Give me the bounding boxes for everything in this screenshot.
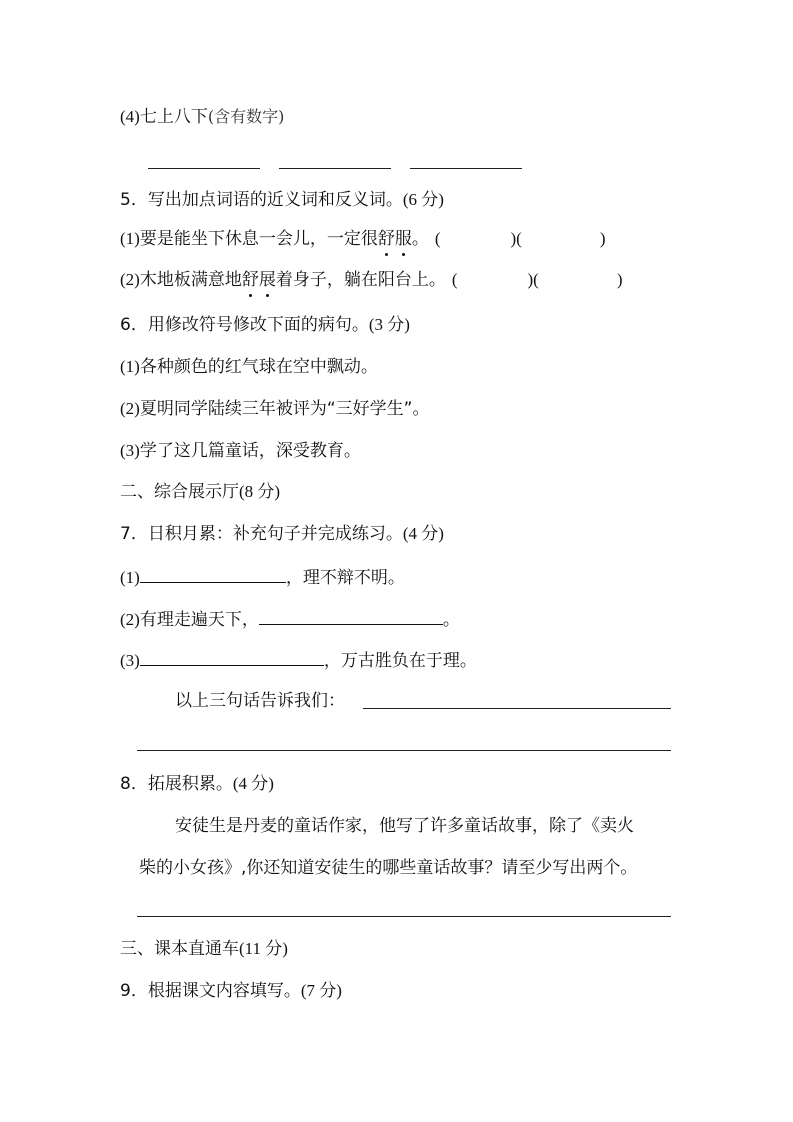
answer-blank-2[interactable] [279,168,391,169]
dotted-char: 展 [258,270,276,290]
q6-item-2 [120,397,429,421]
fill-blank[interactable] [259,606,443,625]
summary-label: 以上三句话告诉我们： [175,691,345,711]
section-3-heading [120,937,288,961]
item-number: (3) [120,441,140,460]
question-score: (4 分) [232,774,274,793]
sentence-before: 有理走遍天下， [139,610,259,630]
item-number: (1) [120,229,140,248]
q6-item-3 [120,439,361,463]
q4-item-4 [120,105,284,129]
sentence-before: 木地板满意地 [139,270,242,290]
dotted-char: 服 [394,229,412,249]
paren-open: ( [451,270,458,289]
sentence-after: 着身子，躺在阳台上。 [275,270,446,290]
question-score: (6 分) [402,190,444,209]
section-score: (8 分) [239,482,281,501]
section-2-heading [120,480,280,504]
fill-blank[interactable] [140,564,286,583]
idiom-text: 七上八下 [139,107,208,127]
answer-blank-1[interactable] [148,168,260,169]
sentence-text: 各种颜色的红气球在空中飘动。 [139,357,378,377]
item-number: (3) [120,651,140,670]
q8-answer-line[interactable] [137,916,671,917]
hint-text: (含有数字) [207,107,285,126]
q7-item-1 [120,564,405,588]
item-number: (2) [120,399,140,418]
q7-item-3 [120,647,477,671]
dotted-char: 舒 [377,229,395,249]
paren-close: ) [510,229,517,248]
item-number: (1) [120,568,140,587]
question-title: 9．根据课文内容填写。 [120,981,301,1001]
sentence-after: 。 [442,610,460,630]
item-number: (1) [120,357,140,376]
q5-item-1 [120,227,606,251]
item-number: (2) [120,610,140,629]
fill-blank[interactable] [140,647,324,666]
question-score: (3 分) [368,315,410,334]
paragraph-text: 安徒生是丹麦的童话作家，他写了许多童话故事，除了《卖火 [175,816,634,836]
q8-heading [120,772,274,796]
section-title: 二、综合展示厅 [120,482,239,502]
q7-summary [175,689,345,713]
section-score: (11 分) [239,939,288,958]
q8-paragraph-line-2 [139,856,637,880]
item-number: (2) [120,270,140,289]
paren-close: ) [527,270,534,289]
paren-open: ( [533,270,539,289]
sentence-text: 夏明同学陆续三年被评为“三好学生”。 [139,399,430,419]
question-score: (4 分) [402,524,444,543]
question-score: (7 分) [300,981,342,1000]
paren-open: ( [434,229,441,248]
sentence-before: 要是能坐下休息一会儿，一定很 [139,229,378,249]
q5-heading [120,188,444,212]
q9-heading [120,979,342,1003]
summary-answer-line-2[interactable] [137,750,671,751]
question-title: 6．用修改符号修改下面的病句。 [120,315,369,335]
paragraph-text: 柴的小女孩》,你还知道安徒生的哪些童话故事？请至少写出两个。 [139,858,638,878]
question-title: 5．写出加点词语的近义词和反义词。 [120,190,403,210]
summary-answer-line-1[interactable] [363,708,671,709]
sentence-after: ，万古胜负在于理。 [323,651,477,671]
q5-item-2 [120,268,623,292]
q6-item-1 [120,355,378,379]
dotted-char: 舒 [241,270,259,290]
question-title: 7．日积月累：补充句子并完成练习。 [120,524,403,544]
paren-close: ) [616,270,623,289]
q7-item-2 [120,606,460,630]
sentence-text: 学了这几篇童话，深受教育。 [139,441,361,461]
paren-close: ) [599,229,606,248]
sentence-after: ，理不辩不明。 [285,568,405,588]
sentence-after: 。 [411,229,429,249]
item-number: (4) [120,107,140,126]
q8-paragraph-line-1 [175,814,634,838]
question-title: 8．拓展积累。 [120,774,233,794]
answer-blank-3[interactable] [410,168,522,169]
paren-open: ( [516,229,522,248]
q7-heading [120,522,444,546]
section-title: 三、课本直通车 [120,939,239,959]
q6-heading [120,313,410,337]
